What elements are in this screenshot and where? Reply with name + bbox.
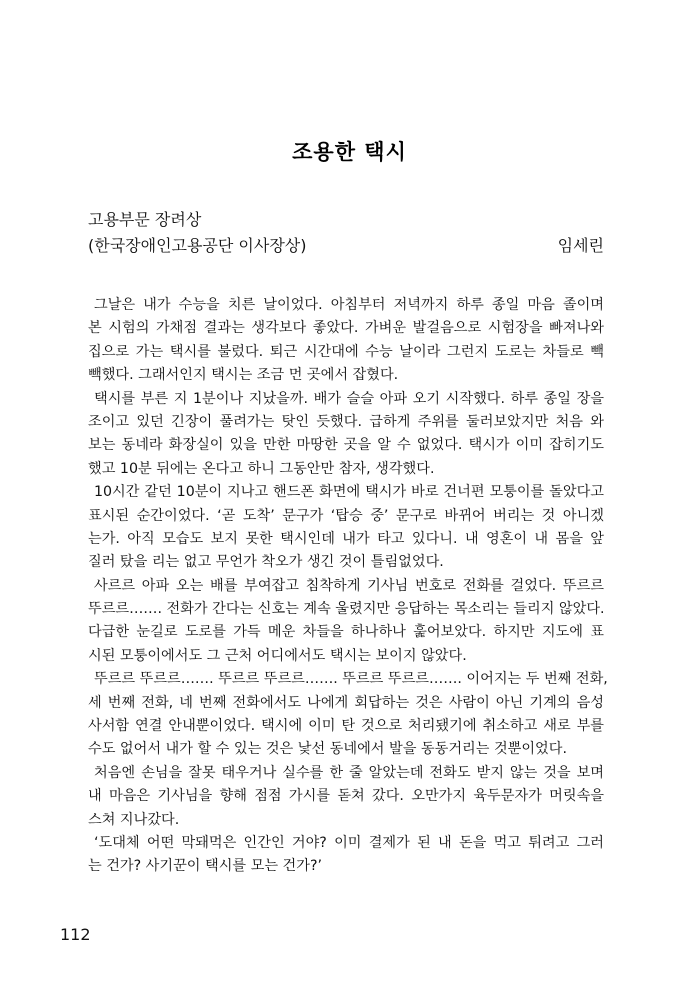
body-line: 스쳐 지나갔다. [88,811,180,828]
award-organization: (한국장애인고용공단 이사장상) [88,236,307,255]
author-name: 임세린 [557,236,604,255]
body-line: 빽했다. 그래서인지 택시는 조금 먼 곳에서 잡혔다. [88,367,399,384]
body-line: 질러 탔을 리는 없고 무언가 착오가 생긴 것이 틀림없었다. [88,554,444,571]
award-category: 고용부문 장려상 [88,210,202,229]
story-body [88,294,608,879]
body-line: 세 번째 전화, 네 번째 전화에서도 나에게 회답하는 것은 사람이 아닌 기계의 음성 [88,694,604,711]
body-line: 수도 없어서 내가 할 수 있는 것은 낯선 동네에서 발을 동동거리는 것뿐이었다. [88,741,567,758]
award-organization-line [88,233,604,256]
body-line: 표시된 순간이었다. ‘곧 도착’ 문구가 ‘탑승 중’ 문구로 바뀌어 버리는 것 아니겠 [88,507,604,524]
body-line: 사르르 아파 오는 배를 부여잡고 침착하게 기사님 번호로 전화를 걸었다. 뚜르르 [94,577,604,594]
body-line: 뚜르르……. 전화가 간다는 신호는 계속 울렸지만 응답하는 목소리는 들리지 않았다. [88,601,605,618]
body-line: 사서함 연결 안내뿐이었다. 택시에 이미 탄 것으로 처리됐기에 취소하고 새로 부를 [88,718,604,735]
page-number: 112 [60,925,91,944]
body-line: 는 건가? 사기꾼이 택시를 모는 건가?’ [88,858,322,875]
body-line: 그날은 내가 수능을 치른 날이었다. 아침부터 저녁까지 하루 종일 마음 졸이며 [94,297,604,313]
body-line: 다급한 눈길로 도로를 가득 메운 차들을 하나하나 훑어보았다. 하지만 지도에 표 [88,624,604,641]
body-line: 조이고 있던 긴장이 풀려가는 탓인 듯했다. 급하게 주위를 둘러보았지만 처음 와 [88,413,604,430]
body-line: ‘도대체 어떤 막돼먹은 인간인 거야? 이미 결제가 된 내 돈을 먹고 튀려고 그러 [94,834,604,851]
body-line: 뚜르르 뚜르르……. 뚜르르 뚜르르……. 뚜르르 뚜르르……. 이어지는 두 번째 전화, [94,671,608,688]
body-line: 집으로 가는 택시를 불렀다. 퇴근 시간대에 수능 날이라 그런지 도로는 차들로 빽 [88,343,604,360]
body-line: 본 시험의 가채점 결과는 생각보다 좋았다. 가벼운 발걸음으로 시험장을 빠져나와 [88,320,604,337]
body-line: 시된 모퉁이에서도 그 근처 어디에서도 택시는 보이지 않았다. [88,647,467,664]
body-line: 처음엔 손님을 잘못 태우거나 실수를 한 줄 알았는데 전화도 받지 않는 것을 보며 [94,764,604,781]
story-title: 조용한 택시 [292,140,407,164]
body-line: 보는 동네라 화장실이 있을 만한 마땅한 곳을 알 수 없었다. 택시가 이미 잡히기도 [88,437,604,454]
body-line: 내 마음은 기사님을 향해 점점 가시를 돋쳐 갔다. 오만가지 육두문자가 머릿속을 [88,788,604,805]
body-line: 했고 10분 뒤에는 온다고 하니 그동안만 참자, 생각했다. [88,460,435,477]
body-line: 10시간 같던 10분이 지나고 핸드폰 화면에 택시가 바로 건너편 모퉁이를 돌았다고 [94,484,604,501]
body-line: 는가. 아직 모습도 보지 못한 택시인데 내가 타고 있다니. 내 영혼이 내 몸을 앞 [88,530,604,547]
body-line: 택시를 부른 지 1분이나 지났을까. 배가 슬슬 아파 오기 시작했다. 하루 종일 장을 [94,390,604,407]
